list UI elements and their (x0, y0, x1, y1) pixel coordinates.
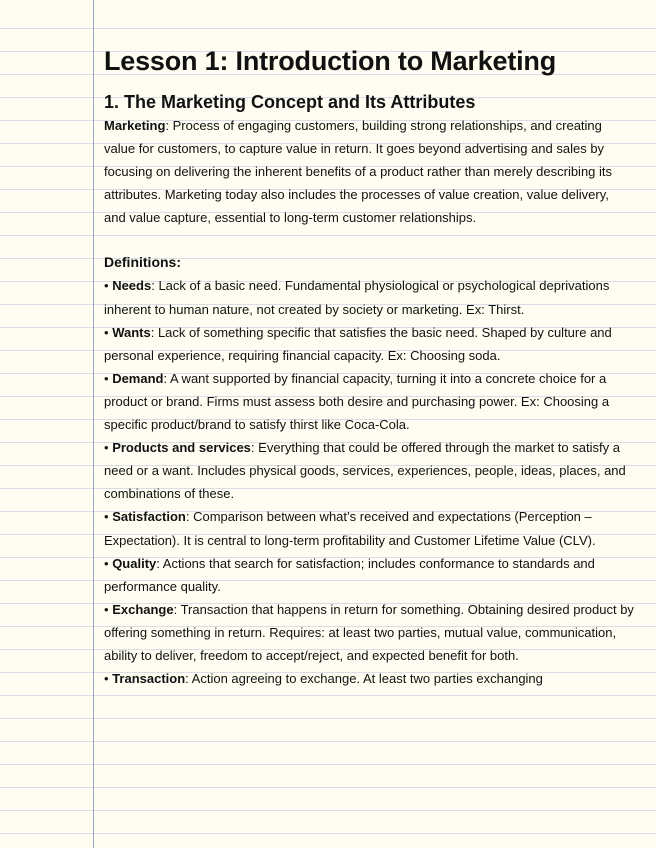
definition-item (104, 367, 634, 436)
term-label: Quality (112, 555, 157, 571)
bullet-icon: • (104, 671, 109, 687)
bullet-icon: • (104, 278, 109, 294)
definition-text: : Lack of a basic need. Fundamental physiological or psychological deprivations inherent to human nature, not created by society or marketing. Ex: Thirst. (104, 278, 610, 317)
definition-text: : Transaction that happens in return for something. Obtaining desired product by offering something in return. Requires: at least two parties, mutual value, communication, ability to deliver, freedom to accept/reject, and expected benefit for both. (104, 601, 634, 663)
term-label: Wants (112, 324, 151, 340)
bullet-icon: • (104, 370, 109, 386)
marketing-definition (104, 114, 634, 229)
definition-text: : A want supported by financial capacity, turning it into a concrete choice for a product or brand. Firms must assess both desire and purchasing power. Ex: Choosing a specific product/brand to satisfy thirst like Coca-Cola. (104, 370, 610, 433)
term-label: Exchange (112, 601, 174, 617)
definition-item (104, 274, 634, 320)
definition-text: : Action agreeing to exchange. At least two parties exchanging (185, 671, 543, 687)
bullet-icon: • (104, 440, 109, 456)
definition-item (104, 667, 634, 690)
term-label: Transaction (112, 671, 186, 687)
definition-item (104, 552, 634, 598)
definition-text: : Comparison between what’s received and expectations (Perception – Expectation). It is central to long-term profitability and Customer Lifetime Value (CLV). (104, 509, 596, 548)
term-label: Demand (112, 370, 164, 386)
document-body (104, 40, 634, 690)
bullet-icon: • (104, 555, 109, 571)
definition-text: : Lack of something specific that satisfies the basic need. Shaped by culture and personal experience, requiring financial capacity. Ex: Choosing soda. (104, 324, 612, 363)
bullet-icon: • (104, 601, 109, 617)
bullet-icon: • (104, 509, 109, 525)
definition-item (104, 598, 634, 667)
bullet-icon: • (104, 324, 109, 340)
definitions-title: Definitions: (104, 254, 181, 271)
definition-item (104, 436, 634, 505)
definition-text: : Everything that could be offered through the market to satisfy a need or a want. Includes physical goods, services, experiences, people, ideas, places, and combinations of these. (104, 440, 626, 502)
definition-item (104, 505, 634, 551)
definition-text: : Process of engaging customers, building strong relationships, and creating value for customers, to capture value in return. It goes beyond advertising and sales by focusing on delivering the inherent benefits of a product rather than merely describing its attributes. Marketing today also includes the processes of value creation, value delivery, and value capture, essential to long-term customer relationships. (104, 118, 613, 226)
section-heading: 1. The Marketing Concept and Its Attributes (104, 92, 476, 112)
page-title: Lesson 1: Introduction to Marketing (104, 46, 557, 76)
term-label: Products and services (112, 440, 251, 456)
definition-item (104, 321, 634, 367)
term-label: Satisfaction (112, 509, 186, 525)
term-label: Needs (112, 278, 152, 294)
definition-text: : Actions that search for satisfaction; includes conformance to standards and performance quality. (104, 555, 595, 594)
notebook-margin-line (93, 0, 94, 848)
term-label: Marketing (104, 118, 166, 133)
